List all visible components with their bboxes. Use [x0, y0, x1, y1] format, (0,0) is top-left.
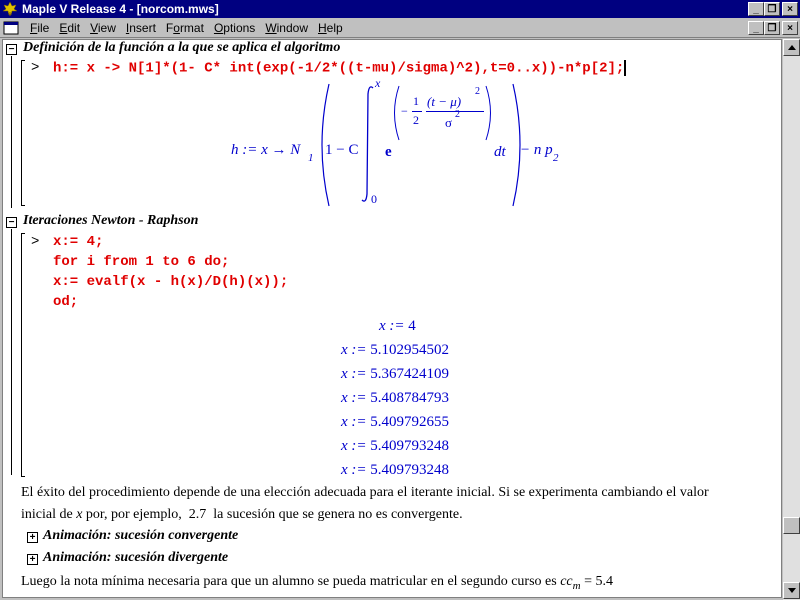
input-line-4[interactable]: od; — [53, 294, 79, 310]
exp-e: e — [385, 144, 392, 160]
menu-insert[interactable]: Insert — [125, 20, 156, 35]
doc-minimize-button[interactable]: _ — [748, 21, 764, 35]
final-paragraph[interactable]: Luego la nota mínima necesaria para que un alumno se pueda matricular en el segundo curso es $cc_m = 5.4$ — [21, 574, 613, 592]
doc-restore-button[interactable]: ❐ — [764, 21, 780, 35]
menu-edit[interactable]: Edit — [59, 20, 81, 35]
input-h-definition[interactable]: h:= x -> N[1]*(1- C* int(exp(-1/2*((t-mu)/sigma)^2),t=0..x))-n*p[2]; — [53, 60, 625, 77]
minimize-button[interactable]: _ — [748, 2, 764, 16]
menu-view[interactable]: View — [90, 20, 116, 35]
menu-bar — [0, 18, 800, 38]
scroll-thumb[interactable] — [783, 517, 800, 534]
input-prompt: > — [31, 60, 40, 76]
output-x0: x := 4 — [379, 318, 416, 334]
input-line-2[interactable]: for i from 1 to 6 do; — [53, 254, 230, 270]
doc-close-button[interactable]: × — [782, 21, 798, 35]
frac-num: (t − μ) — [427, 94, 462, 109]
group2-bracket[interactable] — [21, 233, 25, 477]
window-title: Maple V Release 4 - [norcom.mws] — [22, 2, 219, 16]
exp-left-paren — [388, 84, 402, 142]
input-line-1[interactable]: x:= 4; — [53, 234, 104, 250]
half-den: 2 — [413, 113, 419, 127]
integral-lower: 0 — [371, 192, 377, 206]
section-title-newton[interactable]: Iteraciones Newton - Raphson — [23, 213, 199, 228]
output-x1: x := 5.102954502 — [341, 342, 450, 358]
output-x4: x := 5.409792655 — [341, 414, 450, 430]
input-prompt-2: > — [31, 234, 40, 250]
menu-window[interactable]: Window — [265, 20, 308, 35]
output-x3: x := 5.408784793 — [341, 390, 450, 406]
exp-right-paren — [483, 84, 497, 142]
output-lhs: h := x → N — [231, 142, 301, 158]
input-line-3[interactable]: x:= evalf(x - h(x)/D(h)(x)); — [53, 274, 289, 290]
section2-collapse-button[interactable]: − — [6, 217, 17, 228]
document-icon[interactable] — [3, 21, 19, 35]
paragraph-line-2[interactable]: inicial de x por, por ejemplo, 2.7 la sucesión que se genera no es convergente. — [21, 507, 463, 522]
menu-file[interactable]: File — [30, 20, 50, 35]
integral-sign — [361, 84, 377, 204]
subsection-expand-button-1[interactable]: + — [27, 532, 38, 543]
menu-help[interactable]: Help — [318, 20, 343, 35]
menu-options[interactable]: Options — [213, 20, 256, 35]
section-title-definition[interactable]: Definición de la función a la que se aplica el algoritmo — [23, 40, 341, 55]
output-x2: x := 5.367424109 — [341, 366, 450, 382]
maple-leaf-icon[interactable] — [2, 1, 18, 17]
text-cursor — [624, 60, 626, 76]
frac-num-exp: 2 — [475, 86, 480, 97]
output-x6: x := 5.409793248 — [341, 462, 450, 478]
output-sub2: 2 — [553, 152, 559, 164]
output-one-minus: 1 − C — [325, 142, 359, 158]
section-collapse-button[interactable]: − — [6, 44, 17, 55]
section2-bracket — [11, 229, 12, 475]
paragraph-line-1[interactable]: El éxito del procedimiento depende de una elección adecuada para el iterante inicial. Si se experimenta cambiando el valor — [21, 485, 709, 500]
section-bracket — [11, 56, 12, 208]
scroll-up-arrow-icon[interactable] — [783, 39, 800, 56]
subsection-convergente[interactable]: Animación: sucesión convergente — [43, 528, 239, 543]
subsection-expand-button-2[interactable]: + — [27, 554, 38, 565]
frac-den-exp: 2 — [455, 109, 460, 120]
restore-button[interactable]: ❐ — [764, 2, 780, 16]
output-sub1: 1 — [308, 152, 314, 164]
menu-format[interactable]: Format — [165, 20, 204, 35]
title-bar — [0, 0, 800, 18]
exp-minus: − — [401, 104, 408, 118]
output-x5: x := 5.409793248 — [341, 438, 450, 454]
dt: dt — [494, 144, 506, 160]
worksheet[interactable] — [2, 39, 782, 598]
half-bar — [412, 111, 422, 112]
integral-upper: x — [375, 76, 381, 90]
group-bracket[interactable] — [21, 60, 25, 206]
half-num: 1 — [413, 94, 419, 108]
subsection-divergente[interactable]: Animación: sucesión divergente — [43, 550, 229, 565]
close-button[interactable]: × — [782, 2, 798, 16]
frac-den: σ — [445, 115, 453, 130]
vertical-scrollbar[interactable] — [783, 39, 800, 600]
scroll-down-arrow-icon[interactable] — [783, 582, 800, 599]
output-tail: − n p — [520, 142, 553, 158]
